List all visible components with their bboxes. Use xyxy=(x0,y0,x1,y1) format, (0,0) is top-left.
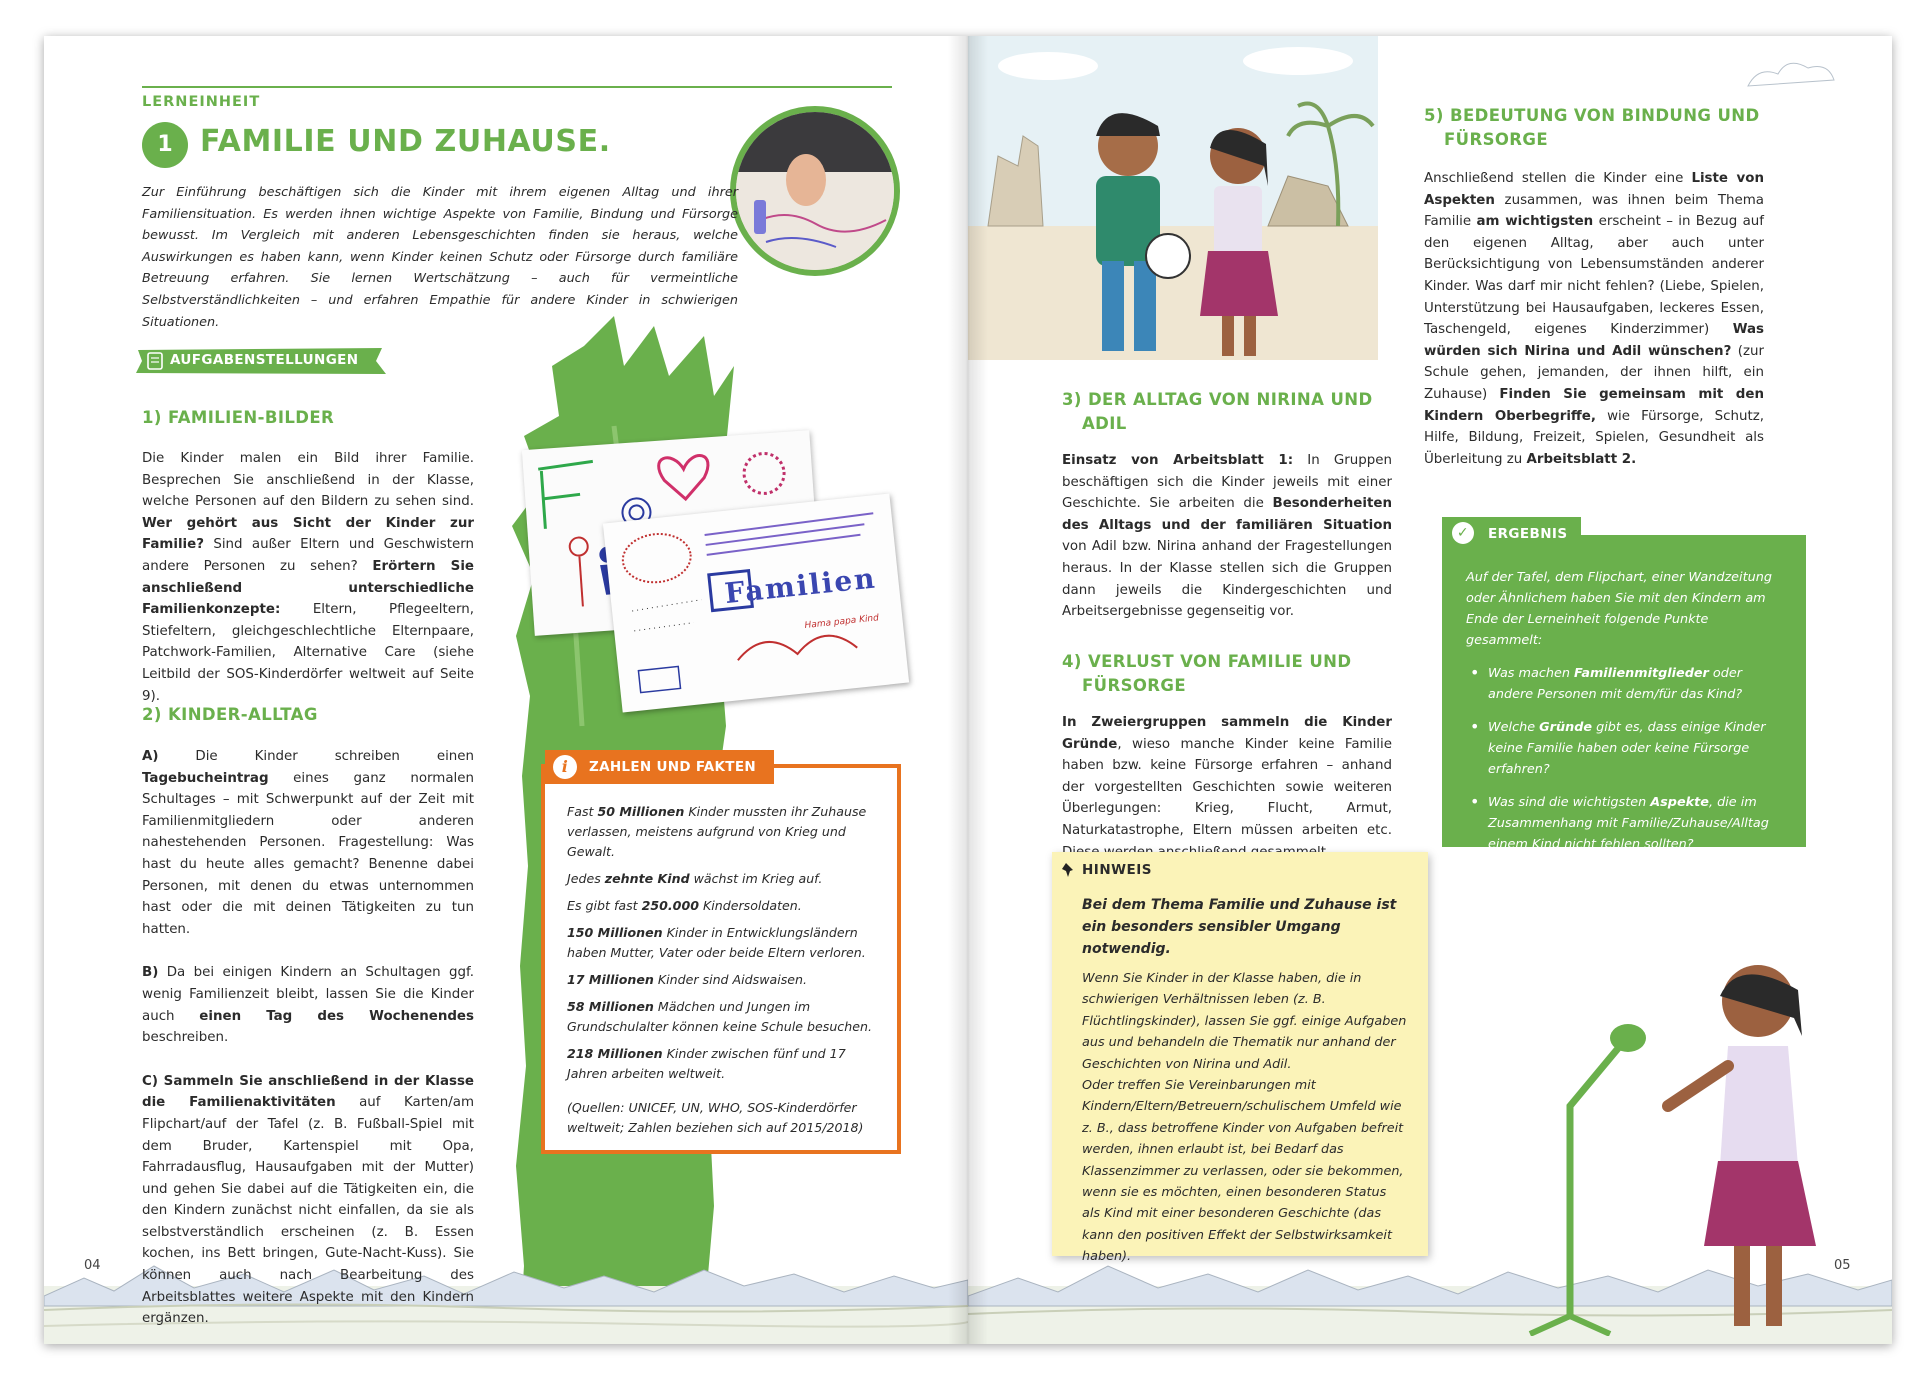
section-5-body xyxy=(1424,168,1764,470)
bullet-icon: • xyxy=(1470,717,1480,736)
result-intro: Auf der Tafel, dem Flipchart, einer Wandzeitung oder Ähnlichem haben Sie mit den Kindern am Ende der Lerneinheit folgende Punkte gesammelt: xyxy=(1466,570,1772,648)
info-icon: i xyxy=(553,755,577,779)
section-2c-text xyxy=(142,1071,474,1330)
section-1-text xyxy=(142,448,474,707)
text-run: Welche xyxy=(1488,720,1540,735)
result-label: ERGEBNIS xyxy=(1488,526,1568,542)
section-heading-line: FÜRSORGE xyxy=(1082,676,1187,695)
section-heading-line: 5) BEDEUTUNG VON BINDUNG UND xyxy=(1424,106,1760,125)
text-run: zusammen, was ihnen beim Thema Familie xyxy=(1424,192,1764,230)
fact-item xyxy=(567,997,885,1037)
text-run: wächst im Krieg auf. xyxy=(689,871,823,886)
checkmark-icon: ✓ xyxy=(1452,522,1474,544)
text-run: , die im Zusammenhang mit Familie/Zuhause/Alltag einem Kind nicht fehlen sollten? xyxy=(1488,795,1769,852)
text-run: von Adil bzw. Nirina anhand der Fragestellungen heraus. In der Klasse stellen sich die Gruppen dann jeweils die Kindergeschichten und Arbeitsergebnisse gegenseitig vor. xyxy=(1062,539,1392,620)
section-4-heading xyxy=(1062,650,1392,698)
text-run: Die Kinder malen ein Bild ihrer Familie. Besprechen Sie anschließend in der Klasse, welche Personen auf den Bildern zu sehen sind. xyxy=(142,451,474,510)
text-bold: Gründe xyxy=(1539,720,1593,735)
text-bold: Einsatz von Arbeitsblatt 1: xyxy=(1062,453,1294,468)
bullet-icon: • xyxy=(1470,792,1480,811)
text-bold: Besonderheiten des Alltags und der familiären Situation xyxy=(1062,496,1392,533)
text-bold: Finden Sie gemeinsam mit den Kindern Oberbegriffe, xyxy=(1424,386,1764,424)
result-box xyxy=(1442,525,1806,852)
text-run: gibt es, dass einige Kinder keine Familie haben oder keine Fürsorge erfahren? xyxy=(1488,720,1766,777)
facts-label: ZAHLEN UND FAKTEN xyxy=(589,759,756,775)
bullet-text xyxy=(1488,792,1784,855)
bullet-text xyxy=(1488,663,1784,705)
section-heading-line: ADIL xyxy=(1082,414,1127,433)
text-run: Mädchen und Jungen im Grundschulalter können keine Schule besuchen. xyxy=(567,999,872,1034)
text-bold: Was würden sich Nirina und Adil wünschen? xyxy=(1424,322,1764,359)
text-run: Es gibt fast xyxy=(567,898,642,913)
text-run: In Gruppen beschäftigen sich die Kinder jeweils mit einer Geschichte. Sie arbeiten die xyxy=(1062,453,1393,512)
text-bold: Tagebucheintrag xyxy=(142,770,269,786)
section-4-body xyxy=(1062,712,1392,863)
section-1-heading xyxy=(142,406,334,430)
section-2a-text xyxy=(142,746,474,940)
text-run: Anschließend stellen die Kinder eine xyxy=(1424,171,1692,186)
section-2-heading xyxy=(142,703,318,727)
section-2-body xyxy=(142,746,474,1330)
text-bold: 58 Millionen xyxy=(567,999,654,1014)
note-content xyxy=(1082,894,1408,1268)
text-bold: Aspekte xyxy=(1650,795,1709,810)
text-bold: einen Tag des Wochenendes xyxy=(199,1008,474,1024)
nirina-illustration xyxy=(1648,946,1848,1336)
left-page xyxy=(44,36,968,1344)
text-run: wie Fürsorge, Schutz, Hilfe, Bildung, Freizeit, Spielen, Gesundheit als Überleitung zu xyxy=(1424,408,1764,467)
note-paragraph: Oder treffen Sie Vereinbarungen mit Kindern/Eltern/Betreuern/schulischem Umfeld wie z. B., dass betroffene Kinder von Aufgaben befreit werden, ihnen erlaubt ist, bei Bedarf das Klassenzimmer zu verlassen, oder sie bekommen, wenn sie es möchten, einen besonderen Status als Kind mit einer besonderen Geschichte (das kann den positiven Effekt der Selbstwirksamkeit haben). xyxy=(1082,1078,1404,1265)
text-run: erscheint – in Bezug auf den eigenen Alltag, aber auch unter Berücksichtigung von Lebensumständen anderer Kinder. Was darf mir nicht fehlen? (Liebe, Spielen, Unterstützung bei Hausaufgaben, leckeres Essen, Taschengeld, eigenes Kinderzimmer) xyxy=(1424,214,1764,338)
text-run: Kinder in Entwicklungsländern haben Mutter, Vater oder beide Eltern verloren. xyxy=(567,925,866,960)
section-heading-line: 4) VERLUST VON FAMILIE UND xyxy=(1062,652,1352,671)
section-3-text xyxy=(1062,450,1392,623)
text-bold: zehnte Kind xyxy=(604,871,690,886)
fact-item xyxy=(567,869,885,889)
page-number-left: 04 xyxy=(84,1258,101,1273)
header-rule xyxy=(142,86,892,88)
section-2b-text xyxy=(142,962,474,1048)
text-run: oder andere Personen mit dem/für das Kind? xyxy=(1488,666,1743,702)
text-bold: 218 Millionen xyxy=(567,1046,663,1061)
page-number-right: 05 xyxy=(1834,1258,1851,1273)
text-run: beschreiben. xyxy=(142,1030,229,1046)
page-title: FAMILIE UND ZUHAUSE. xyxy=(200,124,611,159)
fact-item xyxy=(567,1044,885,1084)
facts-label-bar xyxy=(545,750,774,784)
text-bold: In Zweiergruppen sammeln die Kinder Gründe xyxy=(1062,715,1392,752)
text-bold: 17 Millionen xyxy=(567,972,654,987)
section-3-heading xyxy=(1062,388,1392,436)
section-1-body xyxy=(142,448,474,707)
intro-text: Zur Einführung beschäftigen sich die Kinder mit ihrem eigenen Alltag und ihrer Familiensituation. Es werden ihnen wichtige Aspekte von Familie, Bindung und Fürsorge bewusst. Im Vergleich mit anderen Lebensgeschichten finden sie heraus, welche Auswirkungen es haben kann, wenn Kinder keinen Schutz oder Fürsorge durch familiäre Betreuung erfahren. Sie lernen Wertschätzung – auch für vermeintliche Selbstverständlichkeiten – und erfahren Empathie für andere Kinder in schwierigen Situationen. xyxy=(142,185,738,330)
text-bold: am wichtigsten xyxy=(1476,214,1594,230)
nirina-adil-illustration xyxy=(968,36,1378,360)
section-4-text xyxy=(1062,712,1392,863)
text-bold: Wer gehört aus Sicht der Kinder zur Familie? xyxy=(142,515,474,553)
section-heading-line: 3) DER ALLTAG VON NIRINA UND xyxy=(1062,390,1373,409)
text-bold: 50 Millionen xyxy=(597,804,685,819)
drawing-small-caption: Hama papa Kind xyxy=(804,613,880,632)
text-run: Kindersoldaten. xyxy=(698,898,802,913)
text-run: Kinder mussten ihr Zuhause verlassen, meistens aufgrund von Krieg und Gewalt. xyxy=(567,804,867,859)
result-content xyxy=(1466,567,1784,855)
note-lead: Bei dem Thema Familie und Zuhause ist ein besonders sensibler Umgang notwendig. xyxy=(1082,897,1397,957)
kicker: LERNEINHEIT xyxy=(142,94,261,110)
text-bold: A) xyxy=(142,749,159,764)
fact-item xyxy=(567,896,885,916)
microphone-illustration xyxy=(1510,1016,1660,1336)
bullet-text xyxy=(1488,717,1784,780)
text-run: Eltern, Pflegeeltern, Stiefeltern, gleichgeschlechtliche Elternpaare, Patchwork-Familien, Alternative Care (siehe Leitbild der SOS-Kinderdörfer weltweit auf Seite 9). xyxy=(142,602,474,704)
section-5-heading xyxy=(1424,104,1764,152)
pin-icon xyxy=(1060,861,1078,879)
text-bold: Arbeitsblatt 2. xyxy=(1526,451,1637,467)
text-bold: Erörtern Sie anschließend unterschiedliche Familienkonzepte: xyxy=(142,558,474,618)
text-run: Sind außer Eltern und Geschwistern andere Personen zu sehen? xyxy=(142,537,474,574)
result-bullet xyxy=(1466,717,1784,780)
text-bold: 250.000 xyxy=(641,898,699,913)
text-run: eines ganz normalen Schultages – mit Schwerpunkt auf der Zeit mit Familienmitgliedern oder anderen nahestehenden Personen. Fragestellung: Was hast du heute alles gemacht? Benenne dabei Personen, mit denen du etwas unternommen hast oder die mit deinen Tätigkeiten zu tun hatten. xyxy=(142,770,474,937)
text-run: Die Kinder schreiben einen xyxy=(158,749,474,764)
tasks-label: AUFGABENSTELLUNGEN xyxy=(170,352,359,368)
text-bold: B) xyxy=(142,965,159,981)
text-run: , wieso manche Kinder keine Familie haben bzw. keine Fürsorge erfahren – anhand der vorgestellten Geschichten sowie weiteren Überlegungen: Krieg, Flucht, Armut, Naturkatastrophe, Eltern müssen arbeiten etc. xyxy=(1062,736,1392,838)
intro-text-block xyxy=(142,182,738,333)
book-gutter xyxy=(948,36,988,1344)
section-heading: 2) KINDER-ALLTAG xyxy=(142,705,318,724)
note-card xyxy=(1052,852,1428,1265)
section-3-body xyxy=(1062,450,1392,623)
fact-item xyxy=(567,970,885,990)
facts-box xyxy=(541,757,901,1154)
drawing-caption: Familien xyxy=(723,561,878,611)
unit-number-badge: 1 xyxy=(142,122,188,168)
text-bold: C) Sammeln Sie anschließend in der Klasse die Familienaktivitäten xyxy=(142,1073,474,1111)
section-heading: 1) FAMILIEN-BILDER xyxy=(142,408,335,427)
bullet-icon: • xyxy=(1470,663,1480,682)
text-run: Da bei einigen Kindern an Schultagen ggf. wenig Familienzeit bleibt, lassen Sie die Kinder auch xyxy=(142,965,474,1024)
fact-item xyxy=(567,802,885,862)
note-paragraph: Wenn Sie Kinder in der Klasse haben, die in schwierigen Verhältnissen leben (z. B. Flüchtlingskinder), lassen Sie ggf. einige Aufgaben aus und behandeln die Thematik nur anhand der Geschichten von Nirina und Adil. xyxy=(1082,971,1407,1072)
text-bold: Familienmitglieder xyxy=(1574,666,1709,681)
fact-item xyxy=(567,923,885,963)
result-bullet xyxy=(1466,792,1784,855)
clouds-illustration xyxy=(1388,36,1892,106)
family-drawing-2 xyxy=(603,493,909,712)
section-heading-line: FÜRSORGE xyxy=(1444,130,1549,149)
text-bold: Liste von Aspekten xyxy=(1424,171,1765,208)
result-bullet xyxy=(1466,663,1784,705)
text-run: (zur Schule gehen, jemanden, der ihnen hilft, ein Zuhause) xyxy=(1424,343,1764,402)
text-run: Was sind die wichtigsten xyxy=(1488,795,1651,810)
brochure-spread xyxy=(44,36,1892,1344)
note-label: HINWEIS xyxy=(1082,862,1152,878)
text-run: Fast xyxy=(567,804,598,819)
result-label-bar xyxy=(1442,517,1581,551)
text-run: Was machen xyxy=(1488,666,1575,681)
section-5-text xyxy=(1424,168,1764,470)
text-run: Kinder sind Aidswaisen. xyxy=(653,972,808,987)
facts-list xyxy=(567,802,885,1145)
text-run: Kinder zwischen fünf und 17 Jahren arbeiten weltweit. xyxy=(567,1046,846,1081)
text-run: auf Karten/am Flipchart/auf der Tafel (z. B. Fußball-Spiel mit dem Bruder, Kartenspiel mit Opa, Fahrradausflug, Hausaufgaben mit der Mutter) und gehen Sie dabei auf die Tätigkeiten ein, die den Kindern zunächst nicht einfallen, da sie als selbstverständlich erscheinen (z. B. Essen kochen, ins Bett bringen, Gute-Nacht-Kuss). Sie können auch nach Bearbeitung des Arbeitsblattes weitere Aspekte mit den Kindern ergänzen. xyxy=(142,1095,475,1327)
facts-source: (Quellen: UNICEF, UN, WHO, SOS-Kinderdörfer weltweit; Zahlen beziehen sich auf 2015/2018) xyxy=(567,1100,864,1135)
text-run: Jedes xyxy=(567,871,605,886)
children-drawing-photo xyxy=(730,106,900,276)
text-bold: 150 Millionen xyxy=(567,925,663,940)
